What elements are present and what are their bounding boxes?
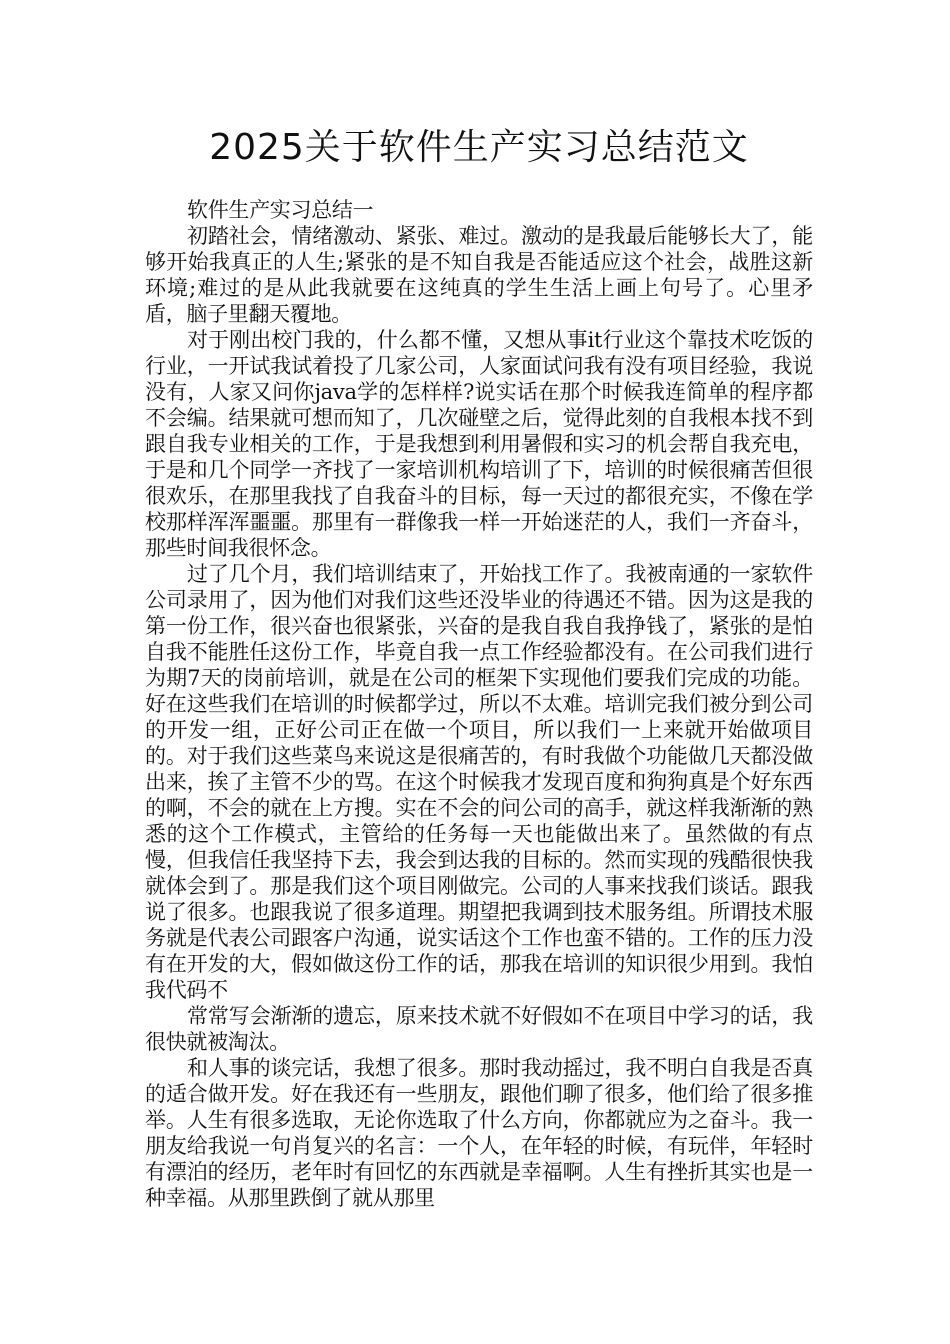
paragraph: 过了几个月，我们培训结束了，开始找工作了。我被南通的一家软件公司录用了，因为他们对我们这些还没毕业的待遇还不错。因为这是我的第一份工作，很兴奋也很紧张，兴奋的是我自我自我挣钱了，紧张的是怕自我不能胜任这份工作，毕竟自我一点工作经验都没有。在公司我们进行为期7天的岗前培训，就是在公司的框架下实现他们要我们完成的功能。好在这些我们在培训的时候都学过，所以不太难。培训完我们被分到公司的开发一组，正好公司正在做一个项目，所以我们一上来就开始做项目的。对于我们这些菜鸟来说这是很痛苦的，有时我做个功能做几天都没做出来，挨了主管不少的骂。在这个时候我才发现百度和狗狗真是个好东西的啊，不会的就在上方搜。实在不会的问公司的高手，就这样我渐渐的熟悉的这个工作模式，主管给的任务每一天也能做出来了。虽然做的有点慢，但我信任我坚持下去，我会到达我的目标的。然而实现的残酷很快我就体会到了。那是我们这个项目刚做完。公司的人事来找我们谈话。跟我说了很多。也跟我说了很多道理。期望把我调到技术服务组。所谓技术服务就是代表公司跟客户沟通，说实话这个工作也蛮不错的。工作的压力没有在开发的大，假如做这份工作的话，那我在培训的知识很少用到。我怕我代码不: [145, 562, 813, 1002]
document-page: [145, 126, 813, 1211]
paragraph: 对于刚出校门我的，什么都不懂，又想从事it行业这个靠技术吃饭的行业，一开试我试着投了几家公司，人家面试问我有没有项目经验，我说没有，人家又问你java学的怎样样?说实话在那个时候我连简单的程序都不会编。结果就可想而知了，几次碰壁之后，觉得此刻的自我根本找不到跟自我专业相关的工作，于是我想到利用暑假和实习的机会帮自我充电，于是和几个同学一齐找了一家培训机构培训了下，培训的时候很痛苦但很很欢乐，在那里我找了自我奋斗的目标，每一天过的都很充实，不像在学校那样浑浑噩噩。那里有一群像我一样一开始迷茫的人，我们一齐奋斗，那些时间我很怀念。: [145, 328, 813, 560]
paragraph: 和人事的谈完话，我想了很多。那时我动摇过，我不明白自我是否真的适合做开发。好在我还有一些朋友，跟他们聊了很多，他们给了很多推举。人生有很多选取，无论你选取了什么方向，你都就应为之奋斗。我一朋友给我说一句肖复兴的名言：一个人，在年轻的时候，有玩伴，年轻时有漂泊的经历，老年时有回忆的东西就是幸福啊。人生有挫折其实也是一种幸福。从那里跌倒了就从那里: [145, 1056, 813, 1210]
section-heading: 软件生产实习总结一: [187, 198, 374, 222]
document-body: [145, 197, 813, 1211]
paragraph: 常常写会渐渐的遗忘，原来技术就不好假如不在项目中学习的话，我很快就被淘汰。: [145, 1004, 813, 1054]
paragraph: 初踏社会，情绪激动、紧张、难过。激动的是我最后能够长大了，能够开始我真正的人生;紧张的是不知自我是否能适应这个社会，战胜这新环境;难过的是从此我就要在这纯真的学生生活上画上句号了。心里矛盾，脑子里翻天覆地。: [145, 224, 813, 326]
document-title: 2025关于软件生产实习总结范文: [209, 127, 749, 168]
